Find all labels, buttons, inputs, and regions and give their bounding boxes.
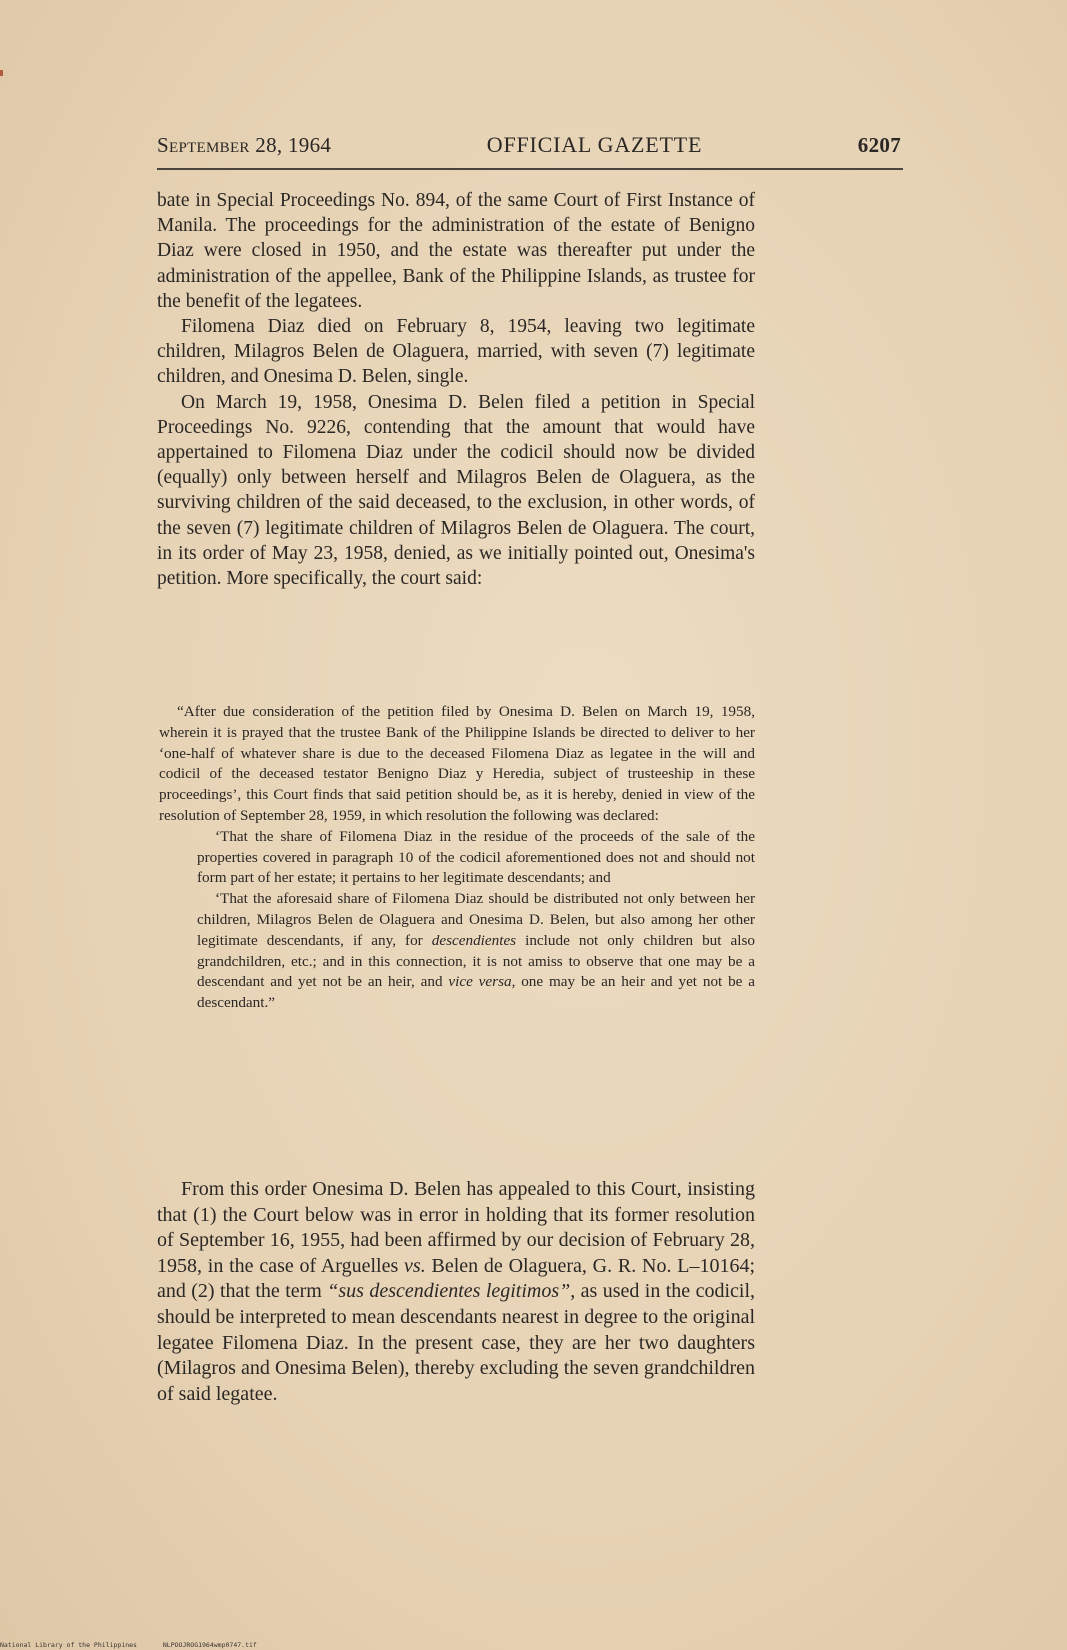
page-number: 6207 (857, 133, 901, 157)
closing-text-b: Belen de Olaguera, G. R. No. L–10164; and (2) that the term (157, 1254, 755, 1303)
header-rule (157, 168, 903, 170)
footer-library: National Library of the Philippines (0, 1641, 137, 1649)
quote-text-c: one may be an heir and yet not be a descendant.” (197, 973, 755, 1012)
scan-footer (0, 1641, 1067, 1649)
paragraph-2: Filomena Diaz died on February 8, 1954, leaving two legitimate children, Milagros Belen de Olaguera, married, with seven (7) legitimate children, and Onesima D. Belen, single. (157, 316, 755, 388)
quote-text-b: include not only children but also grandchildren, etc.; and in this connection, it is not amiss to observe that one may be a descendant and yet not be an heir, and (197, 931, 755, 991)
quote-paragraph-2: ‘That the share of Filomena Diaz in the residue of the proceeds of the sale of the properties covered in paragraph 10 of the codicil aforementioned does not and should not form part of her estate; it pertains to her legitimate descendants; and (197, 827, 755, 887)
quote-paragraph-1: “After due consideration of the petition filed by Onesima D. Belen on March 19, 1958, wherein it is prayed that the trustee Bank of the Philippine Islands be directed to deliver to her ‘one-half of whatever share is due to the deceased Filomena Diaz as legatee in the will and codicil of the deceased testator Benigno Diaz y Heredia, subject of trusteeship in these proceedings’, this Court finds that said petition should be, as it is hereby, denied in view of the resolution of September 28, 1959, in which resolution the following was declared: (159, 703, 755, 824)
footer-file: NLPOOJROG1964wmp0747.tif (162, 1641, 257, 1649)
paragraph-1: bate in Special Proceedings No. 894, of the same Court of First Instance of Manila. The proceedings for the administration of the estate of Benigno Diaz were closed in 1950, and the estate was thereafter put under the administration of the appellee, Bank of the Philippine Islands, as trustee for the benefit of the legatees. (157, 190, 755, 312)
edge-mark (0, 70, 3, 76)
header-title: OFFICIAL GAZETTE (486, 132, 703, 157)
closing-em-vs: vs. (404, 1254, 426, 1277)
court-quote (159, 702, 755, 1014)
quote-text-a: ‘That the aforesaid share of Filomena Diaz should be distributed not only between her children, Milagros Belen de Olaguera and Onesima D. Belen, but also among her other legitimate descendants, if any, for (197, 890, 755, 949)
closing-paragraph (157, 1177, 755, 1407)
quote-em-descendientes: descendientes (431, 931, 517, 949)
closing-text-a: From this order Onesima D. Belen has appealed to this Court, insisting that (1) the Court below was in error in holding that its former resolution of September 16, 1955, had been affirmed by our decision of February 28, 1958, in the case of Arguelles (157, 1178, 755, 1277)
closing-text-c: , as used in the codicil, should be interpreted to mean descendants nearest in degree to the original legatee Filomena Diaz. In the present case, they are her two daughters (Milagros and Onesima Belen), thereby excluding the seven grandchildren of said legatee. (157, 1280, 756, 1405)
quote-paragraph-3 (197, 889, 755, 1014)
paragraph-3: On March 19, 1958, Onesima D. Belen filed a petition in Special Proceedings No. 9226, contending that the amount that would have appertained to Filomena Diaz under the codicil should now be divided (equally) only between herself and Milagros Belen de Olaguera, as the surviving children of the said deceased, to the exclusion, in other words, of the seven (7) legitimate children of Milagros Belen de Olaguera. The court, in its order of May 23, 1958, denied, as we initially pointed out, Onesima's petition. More specifically, the court said: (157, 391, 755, 590)
header-date: September 28, 1964 (157, 133, 332, 157)
page-header (157, 132, 901, 158)
closing-em-term: “sus descendientes legitimos” (327, 1280, 571, 1303)
main-text (157, 188, 755, 591)
closing-text (157, 1177, 755, 1407)
quote-em-vice-versa: vice versa, (448, 973, 516, 991)
